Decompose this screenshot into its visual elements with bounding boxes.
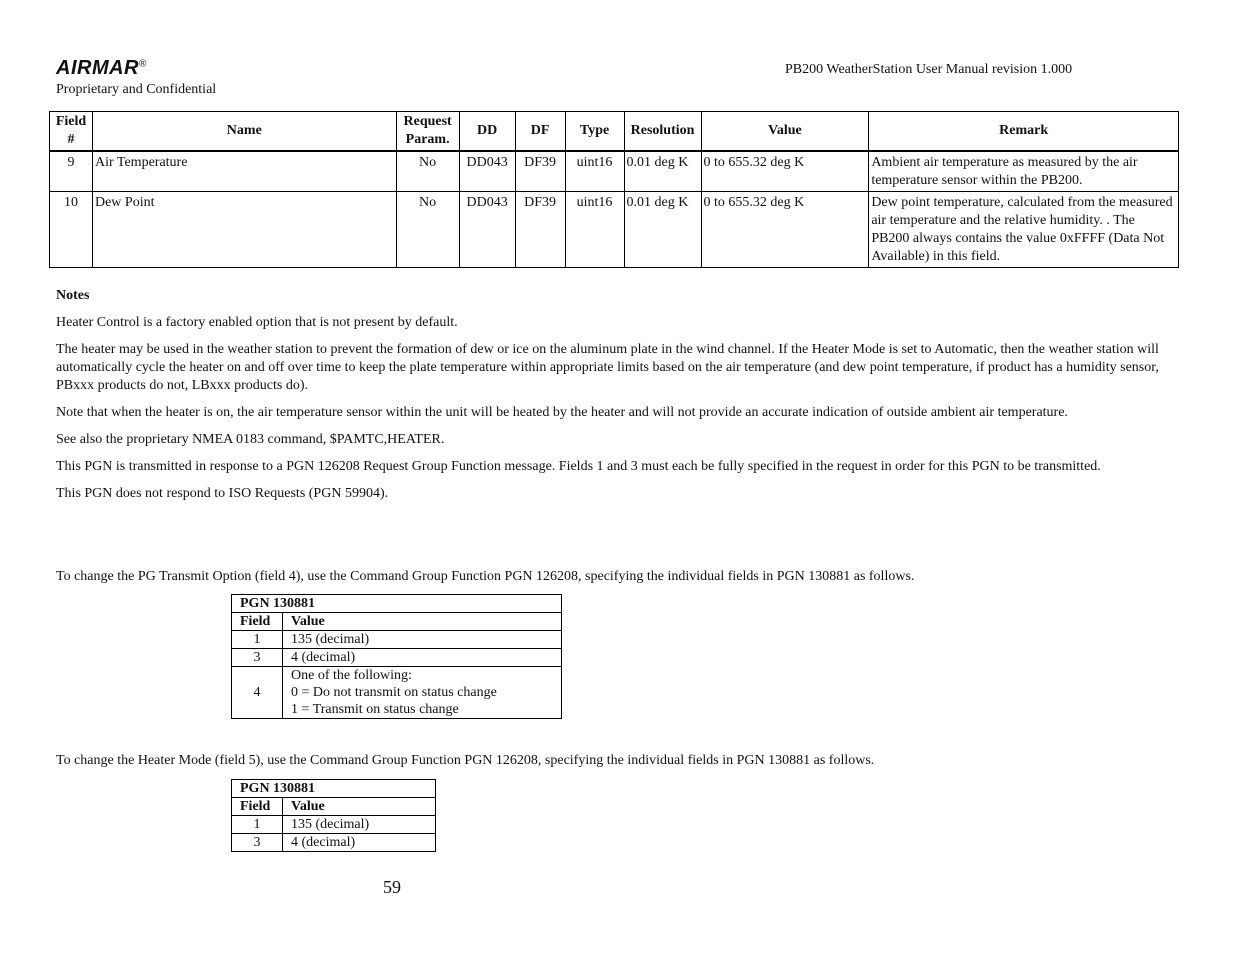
header-type: Type	[565, 112, 624, 152]
notes-paragraph: This PGN does not respond to ISO Requests (PGN 59904).	[56, 486, 389, 501]
row-value: 4 (decimal)	[283, 649, 562, 667]
cell-df: DF39	[515, 151, 565, 192]
airmar-logo	[56, 57, 147, 80]
heater-pgn-table	[231, 779, 436, 852]
notes-paragraph: Heater Control is a factory enabled option that is not present by default.	[56, 315, 458, 330]
cell-field: 9	[50, 151, 93, 192]
header-dd: DD	[459, 112, 515, 152]
table-header-row	[50, 112, 1179, 152]
cell-resolution: 0.01 deg K	[624, 192, 701, 268]
cell-type: uint16	[565, 151, 624, 192]
cell-request: No	[396, 192, 459, 268]
cell-remark: Dew point temperature, calculated from the measured air temperature and the relative humidity. . The PB200 always contains the value 0xFFFF (Data Not Available) in this field.	[869, 192, 1179, 268]
row-value: 135 (decimal)	[283, 631, 562, 649]
notes-heading: Notes	[56, 288, 90, 303]
row-value: 4 (decimal)	[283, 834, 436, 852]
cell-name: Air Temperature	[92, 151, 396, 192]
pgn-field-table	[49, 111, 1179, 268]
pgn-table-title: PGN 130881	[232, 595, 562, 613]
cell-field: 10	[50, 192, 93, 268]
table-row	[50, 151, 1179, 192]
notes-paragraph: The heater may be used in the weather station to prevent the formation of dew or ice on the aluminum plate in the wind channel. If the Heater Mode is set to Automatic, then the weather station will automatically cycle the heater on and off over time to keep the plate temperature within appropriate limits based on the air temperature (and dew point temperature, if product has a humidity sensor, PBxxx products do not, LBxxx products do).	[56, 342, 1159, 393]
cell-value: 0 to 655.32 deg K	[701, 192, 869, 268]
table-row	[232, 667, 562, 719]
cell-type: uint16	[565, 192, 624, 268]
logo-text: AIRMAR	[56, 57, 139, 79]
col-field-header: Field	[232, 798, 283, 816]
header-df: DF	[515, 112, 565, 152]
notes-paragraph: Note that when the heater is on, the air temperature sensor within the unit will be heated by the heater and will not provide an accurate indication of outside ambient air temperature.	[56, 405, 1068, 420]
cell-df: DF39	[515, 192, 565, 268]
cell-dd: DD043	[459, 192, 515, 268]
page-number: 59	[383, 877, 401, 897]
row-value-options	[283, 667, 562, 719]
document-title: PB200 WeatherStation User Manual revision 1.000	[785, 62, 1073, 77]
col-value-header: Value	[283, 613, 562, 631]
transmit-pgn-table	[231, 594, 562, 719]
header-request-param: Request Param.	[396, 112, 459, 152]
header-field: Field #	[50, 112, 93, 152]
cell-remark: Ambient air temperature as measured by the air temperature sensor within the PB200.	[869, 151, 1179, 192]
table-row	[232, 834, 436, 852]
pgn-table-title: PGN 130881	[232, 780, 436, 798]
option-line: 1 = Transmit on status change	[291, 702, 459, 717]
confidentiality-notice: Proprietary and Confidential	[56, 82, 217, 97]
row-field: 1	[232, 631, 283, 649]
cell-name: Dew Point	[92, 192, 396, 268]
registered-mark: ®	[139, 58, 147, 70]
row-value: 135 (decimal)	[283, 816, 436, 834]
table-row	[232, 631, 562, 649]
cell-value: 0 to 655.32 deg K	[701, 151, 869, 192]
header-remark: Remark	[869, 112, 1179, 152]
notes-section	[56, 287, 1181, 512]
transmit-intro: To change the PG Transmit Option (field 4), use the Command Group Function PGN 126208, specifying the individual fields in PGN 130881 as follows.	[56, 569, 915, 584]
header-name: Name	[92, 112, 396, 152]
table-row	[50, 192, 1179, 268]
cell-request: No	[396, 151, 459, 192]
table-row	[232, 816, 436, 834]
row-field: 3	[232, 834, 283, 852]
notes-paragraph: See also the proprietary NMEA 0183 command, $PAMTC,HEATER.	[56, 432, 445, 447]
option-line: 0 = Do not transmit on status change	[291, 685, 497, 700]
notes-paragraph: This PGN is transmitted in response to a PGN 126208 Request Group Function message. Fields 1 and 3 must each be fully specified in the request in order for this PGN to be transmitted.	[56, 459, 1101, 474]
header-resolution: Resolution	[624, 112, 701, 152]
cell-resolution: 0.01 deg K	[624, 151, 701, 192]
row-field: 3	[232, 649, 283, 667]
row-field: 1	[232, 816, 283, 834]
col-value-header: Value	[283, 798, 436, 816]
header-value: Value	[701, 112, 869, 152]
cell-dd: DD043	[459, 151, 515, 192]
table-row	[232, 649, 562, 667]
option-line: One of the following:	[291, 668, 412, 683]
col-field-header: Field	[232, 613, 283, 631]
row-field: 4	[232, 667, 283, 719]
heater-intro: To change the Heater Mode (field 5), use the Command Group Function PGN 126208, specifying the individual fields in PGN 130881 as follows.	[56, 753, 875, 768]
